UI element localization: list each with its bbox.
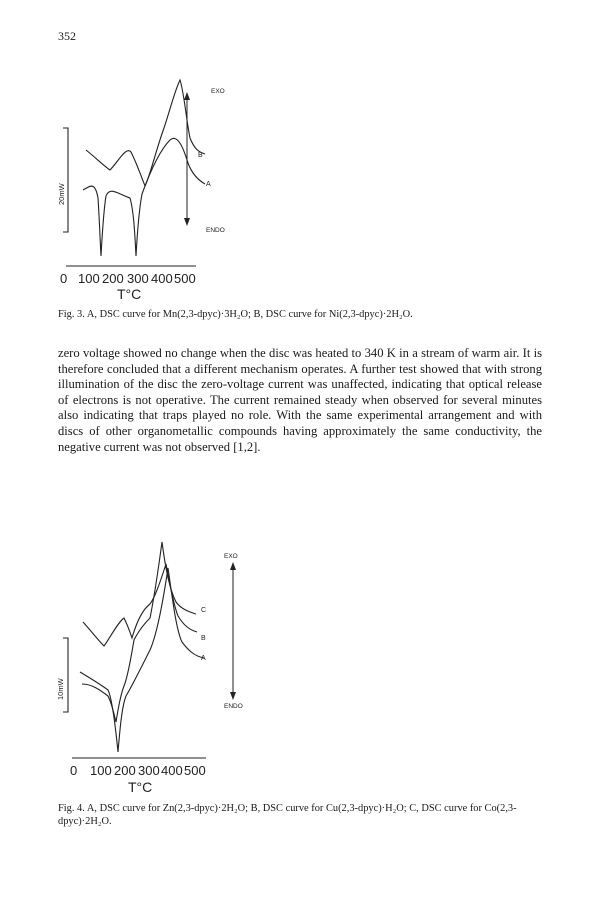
fig3-axis-title: T°C	[117, 286, 142, 300]
fig4-axis-title: T°C	[128, 779, 153, 795]
fig3-curve-label-a: A	[206, 181, 211, 188]
fig3-tick-0: 0	[60, 271, 68, 286]
fig3-scale-bar	[63, 128, 68, 232]
fig4-tick-300: 300	[138, 763, 160, 778]
fig4-tick-100: 100	[90, 763, 112, 778]
fig3-tick-200: 200	[102, 271, 124, 286]
fig3-exo-arrowhead	[184, 92, 190, 100]
fig4-scale-label: 10mW	[56, 678, 65, 700]
figure-3-caption: Fig. 3. A, DSC curve for Mn(2,3-dpyc)·3H₂O; B, DSC curve for Ni(2,3-dpyc)·2H₂O.	[58, 309, 413, 320]
fig3-endo-arrowhead	[184, 218, 190, 226]
fig3-tick-400: 400	[151, 271, 173, 286]
figure-3	[0, 0, 596, 300]
fig4-curve-a	[80, 568, 207, 752]
fig4-tick-200: 200	[114, 763, 136, 778]
body-paragraph: zero voltage showed no change when the disc was heated to 340 K in a stream of warm air. It is therefore concluded that a different mechanism operates. A further test showed that with strong illumination of the disc the zero-voltage current was unaffected, indicating that optical release of electrons is not operative. The current remained steady when observed for several minutes also indicating that traps played no role. With the same experimental arrangement and with discs of other organometallic compounds having approximately the same conductivity, the negative current was not observed [1,2].	[58, 346, 542, 454]
fig3-tick-300: 300	[127, 271, 149, 286]
fig4-endo-label: ENDO	[224, 703, 243, 710]
fig3-exo-label: EXO	[211, 88, 225, 95]
fig4-curve-label-b: B	[201, 635, 206, 642]
fig3-scale-label: 20mW	[57, 183, 66, 205]
fig4-exo-label: EXO	[224, 553, 238, 560]
fig4-curve-label-c: C	[201, 607, 207, 614]
fig4-curve-b	[83, 564, 197, 646]
fig4-tick-0: 0	[70, 763, 78, 778]
fig3-tick-100: 100	[78, 271, 100, 286]
fig4-exo-arrowhead	[230, 562, 236, 570]
fig4-endo-arrowhead	[230, 692, 236, 700]
fig3-curve-label-b: B	[198, 152, 203, 159]
figure-4	[0, 500, 596, 800]
fig4-tick-500: 500	[184, 763, 206, 778]
fig3-endo-label: ENDO	[206, 227, 225, 234]
page-number: 352	[58, 29, 76, 43]
fig3-tick-500: 500	[174, 271, 196, 286]
fig4-curve-label-a: A	[201, 655, 206, 662]
figure-4-caption: Fig. 4. A, DSC curve for Zn(2,3-dpyc)·2H₂O; B, DSC curve for Cu(2,3-dpyc)·H₂O; C, DSC curve for Co(2,3-dpyc)·2H₂O.	[58, 803, 517, 827]
fig4-tick-400: 400	[161, 763, 183, 778]
